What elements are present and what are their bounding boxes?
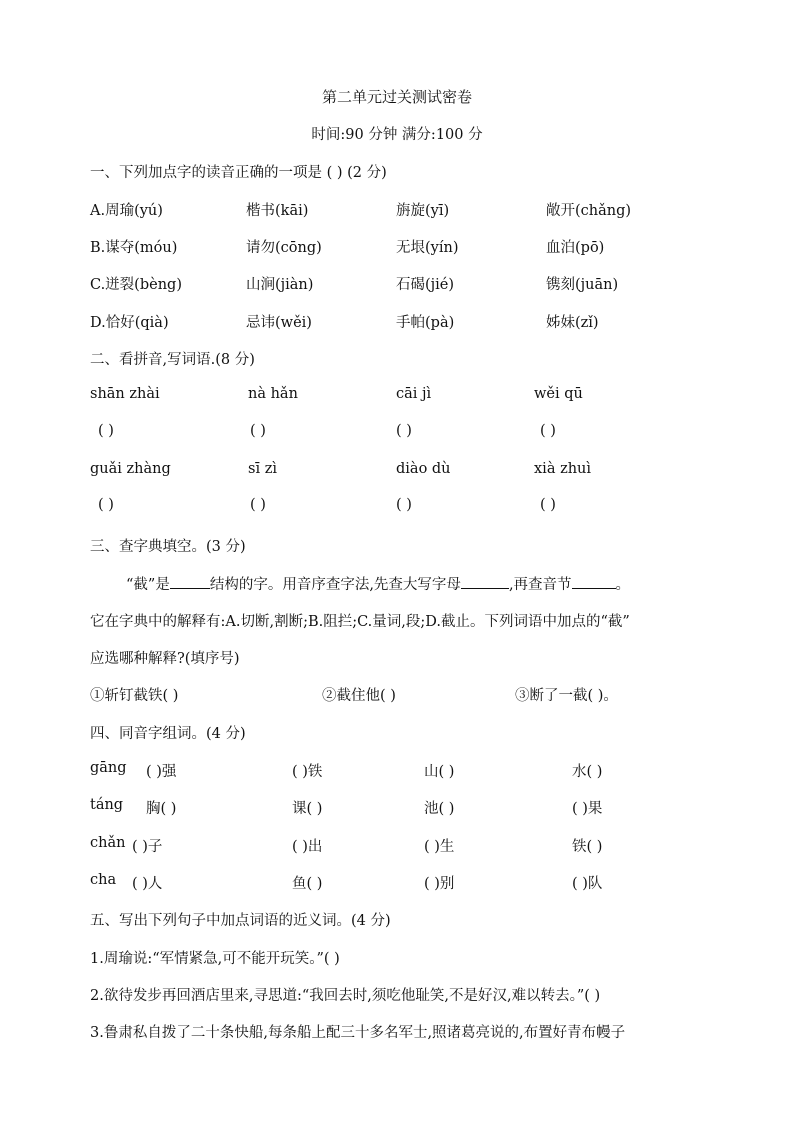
q4-word-blank[interactable]: ( )别 — [424, 876, 455, 892]
q3-heading: 三、查字典填空。(3 分) — [90, 539, 246, 555]
q2-pinyin: xià zhuì — [534, 461, 592, 477]
q1-word: 楷书(kāi) — [246, 203, 309, 219]
q5-item: 1.周瑜说:“军情紧急,可不能开玩笑。”( ) — [90, 951, 340, 967]
q1-option-row — [0, 199, 794, 221]
q2-pinyin: wěi qū — [534, 386, 583, 402]
q1-word: 山涧(jiàn) — [246, 277, 314, 293]
q3-text: 。 — [615, 577, 631, 593]
q3-options-row — [0, 684, 794, 706]
q2-pinyin-row — [0, 461, 794, 483]
q5-item: 2.欲待发步再回酒店里来,寻思道:“我回去时,须吃他耻笑,不是好汉,难以转去。”( ) — [90, 988, 601, 1004]
q4-word-blank[interactable]: ( )出 — [292, 839, 323, 855]
q2-answer-row — [0, 423, 794, 445]
q1-word: 手帕(pà) — [396, 315, 455, 331]
q3-text: 结构的字。用音序查字法,先查大写字母 — [209, 577, 461, 593]
q4-word-blank[interactable]: 山( ) — [424, 764, 455, 780]
q1-word: 姊妹(zǐ) — [546, 315, 599, 331]
q2-answer-blank[interactable]: ( ) — [98, 423, 114, 439]
q4-pinyin: táng — [90, 797, 124, 813]
q2-pinyin-row — [0, 386, 794, 408]
q4-pinyin: chǎn — [90, 835, 126, 851]
page-title: 第二单元过关测试密卷 — [321, 88, 472, 106]
q2-pinyin: sī zì — [248, 461, 277, 477]
q2-heading: 二、看拼音,写词语.(8 分) — [90, 352, 255, 368]
q4-pinyin: gāng — [90, 760, 127, 776]
q4-word-blank[interactable]: ( )子 — [132, 839, 163, 855]
q1-option-b: B.谋夺(móu) — [90, 240, 178, 256]
q4-word-blank[interactable]: ( )人 — [132, 876, 163, 892]
q2-pinyin: nà hǎn — [248, 386, 298, 402]
q2-answer-blank[interactable]: ( ) — [396, 423, 412, 439]
q4-pinyin: cha — [90, 872, 117, 888]
q4-word-blank[interactable]: 课( ) — [292, 801, 323, 817]
q4-row — [0, 797, 794, 819]
q2-pinyin: diào dù — [396, 461, 451, 477]
q2-pinyin: guǎi zhàng — [90, 461, 171, 477]
q1-option-row — [0, 311, 794, 333]
q1-word: 石碣(jié) — [396, 277, 455, 293]
q3-option: ①斩钉截铁( ) — [90, 688, 179, 704]
q2-answer-row — [0, 497, 794, 519]
q3-line3: 应选哪种解释?(填序号) — [90, 651, 240, 667]
q3-line2: 它在字典中的解释有:A.切断,割断;B.阻拦;C.量词,段;D.截止。下列词语中加点的“截” — [90, 614, 630, 630]
q5-heading: 五、写出下列句子中加点词语的近义词。(4 分) — [90, 913, 391, 929]
q3-text: “截”是 — [126, 577, 170, 593]
q2-answer-blank[interactable]: ( ) — [540, 497, 556, 513]
q4-word-blank[interactable]: 池( ) — [424, 801, 455, 817]
q2-answer-blank[interactable]: ( ) — [98, 497, 114, 513]
q2-pinyin: shān zhài — [90, 386, 160, 402]
q4-word-blank[interactable]: ( )铁 — [292, 764, 323, 780]
q1-word: 敞开(chǎng) — [546, 203, 632, 219]
q4-row — [0, 760, 794, 782]
q1-word: 无垠(yín) — [396, 240, 459, 256]
q5-item: 3.鲁肃私自拨了二十条快船,每条船上配三十多名军士,照诸葛亮说的,布置好青布幔子 — [90, 1025, 626, 1041]
q3-option: ③断了一截( )。 — [515, 688, 618, 704]
q1-word: 旃旋(yī) — [396, 203, 450, 219]
q4-row — [0, 835, 794, 857]
q4-word-blank[interactable]: 鱼( ) — [292, 876, 323, 892]
q3-option: ②截住他( ) — [322, 688, 396, 704]
q2-answer-blank[interactable]: ( ) — [250, 497, 266, 513]
q2-answer-blank[interactable]: ( ) — [540, 423, 556, 439]
exam-info: 时间:90 分钟 满分:100 分 — [311, 127, 483, 143]
q3-text: ,再查音节 — [508, 577, 572, 593]
q4-word-blank[interactable]: ( )果 — [572, 801, 603, 817]
q4-word-blank[interactable]: 水( ) — [572, 764, 603, 780]
q1-option-d: D.恰好(qià) — [90, 315, 169, 331]
q1-word: 忌讳(wěi) — [246, 315, 312, 331]
q4-word-blank[interactable]: ( )队 — [572, 876, 603, 892]
q3-line1 — [126, 573, 746, 594]
q4-word-blank[interactable]: 胸( ) — [146, 801, 177, 817]
q1-option-a: A.周瑜(yú) — [90, 203, 163, 219]
q1-option-row — [0, 236, 794, 258]
q1-option-row — [0, 273, 794, 295]
q4-word-blank[interactable]: ( )强 — [146, 764, 177, 780]
q3-letter-blank[interactable] — [461, 574, 509, 589]
q4-heading: 四、同音字组词。(4 分) — [90, 726, 246, 742]
q1-word: 血泊(pō) — [546, 240, 605, 256]
q4-word-blank[interactable]: ( )生 — [424, 839, 455, 855]
q4-row — [0, 872, 794, 894]
q1-word: 镌刻(juān) — [546, 277, 619, 293]
q3-syllable-blank[interactable] — [572, 574, 616, 589]
q1-word: 请勿(cōng) — [246, 240, 322, 256]
q2-answer-blank[interactable]: ( ) — [250, 423, 266, 439]
q2-answer-blank[interactable]: ( ) — [396, 497, 412, 513]
q2-pinyin: cāi jì — [396, 386, 432, 402]
q3-structure-blank[interactable] — [170, 574, 210, 589]
q1-heading: 一、下列加点字的读音正确的一项是 ( ) (2 分) — [90, 165, 387, 181]
q1-option-c: C.迸裂(bèng) — [90, 277, 182, 293]
q4-word-blank[interactable]: 铁( ) — [572, 839, 603, 855]
